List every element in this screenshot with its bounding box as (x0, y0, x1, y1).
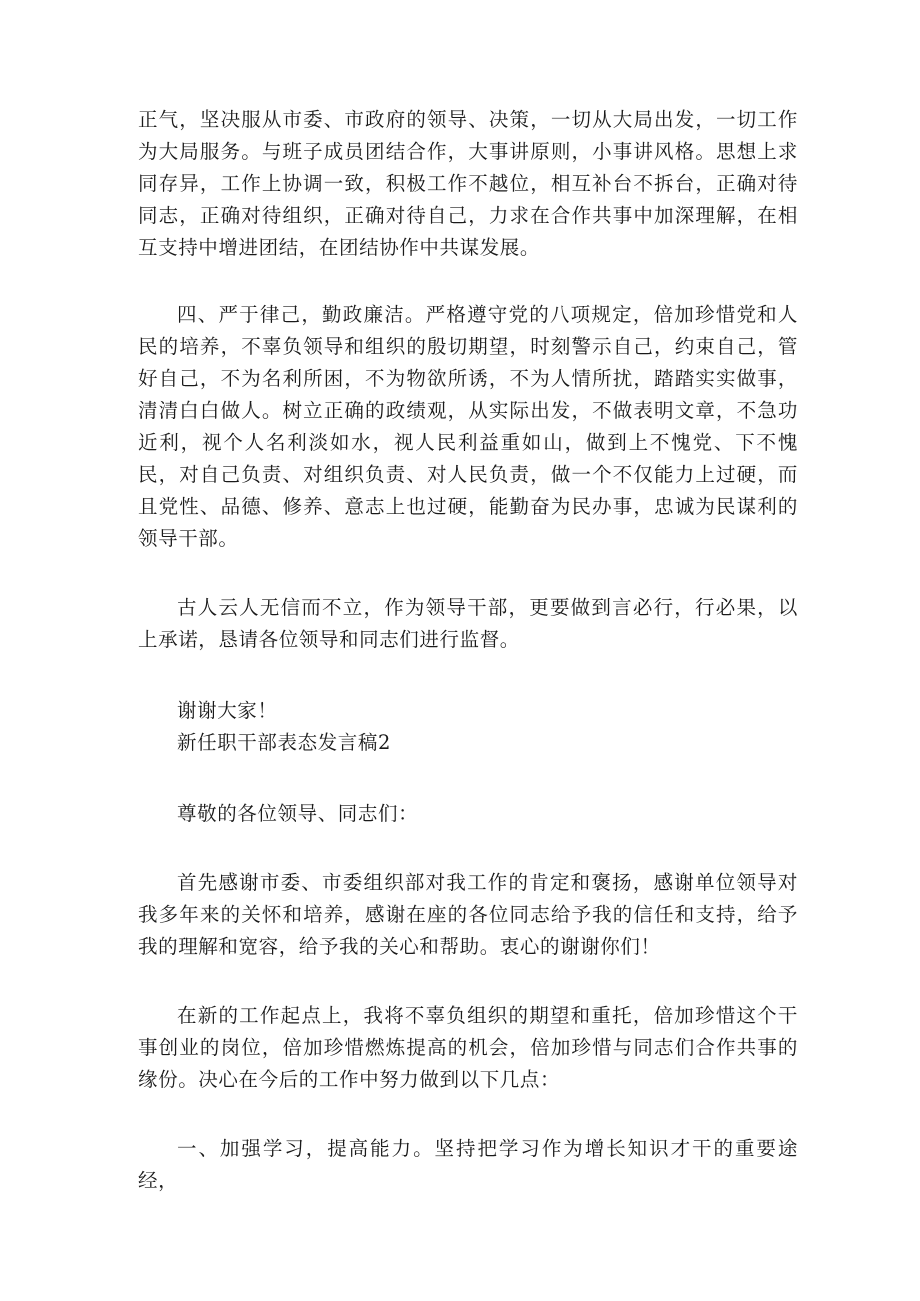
salutation: 尊敬的各位领导、同志们： (177, 802, 419, 825)
paragraph-gratitude: 首先感谢市委、市委组织部对我工作的肯定和褒扬，感谢单位领导对我多年来的关怀和培养，感谢在座的各位同志给予我的信任和支持，给予我的理解和宽容，给予我的关心和帮助。衷心的谢谢你们！ (138, 871, 798, 958)
paragraph-self-discipline: 四、严于律己，勤政廉洁。严格遵守党的八项规定，倍加珍惜党和人民的培养，不辜负领导和组织的殷切期望，时刻警示自己，约束自己，管好自己，不为名利所困，不为物欲所诱，不为人情所扰，踏踏实实做事，清清白白做人。树立正确的政绩观，从实际出发，不做表明文章，不急功近利，视个人名利淡如水，视人民利益重如山，做到上不愧党、下不愧民，对自己负责、对组织负责、对人民负责，做一个不仅能力上过硬，而且党性、品德、修养、意志上也过硬，能勤奋为民办事，忠诚为民谋利的领导干部。 (138, 303, 798, 550)
thanks-line: 谢谢大家！ (177, 699, 278, 722)
document-page (138, 104, 798, 1197)
paragraph-point-one: 一、加强学习，提高能力。坚持把学习作为增长知识才干的重要途经， (138, 1137, 798, 1192)
section-title: 新任职干部表态发言稿2 (177, 731, 392, 754)
paragraph-new-start: 在新的工作起点上，我将不辜负组织的期望和重托，倍加珍惜这个干事创业的岗位，倍加珍惜燃炼提高的机会，倍加珍惜与同志们合作共事的缘份。决心在今后的工作中努力做到以下几点： (138, 1004, 798, 1091)
paragraph-ancient-saying: 古人云人无信而不立，作为领导干部，更要做到言必行，行必果，以上承诺，恳请各位领导和同志们进行监督。 (138, 596, 798, 651)
paragraph-continuation: 正气，坚决服从市委、市政府的领导、决策，一切从大局出发，一切工作为大局服务。与班子成员团结合作，大事讲原则，小事讲风格。思想上求同存异，工作上协调一致，积极工作不越位，相互补台不拆台，正确对待同志，正确对待组织，正确对待自己，力求在合作共事中加深理解，在相互支持中增进团结，在团结协作中共谋发展。 (138, 108, 798, 259)
